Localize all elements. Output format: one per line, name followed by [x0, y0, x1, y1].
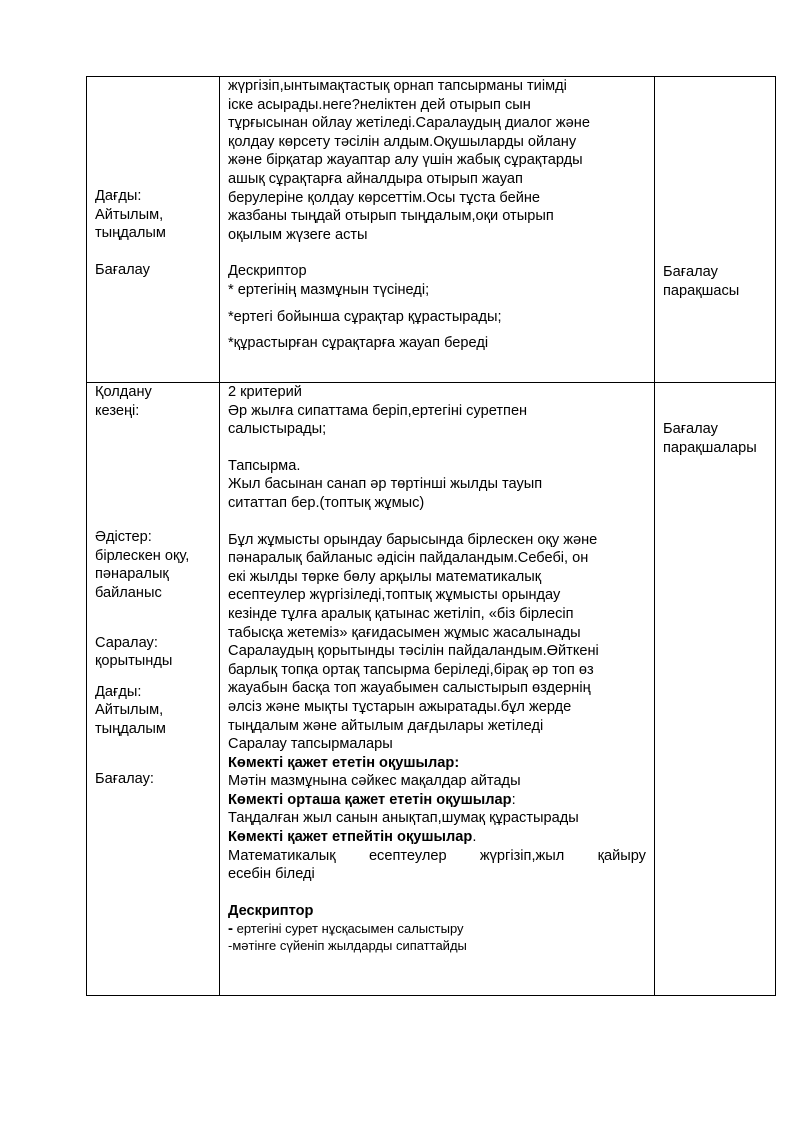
- help-medium-heading: Көмекті орташа қажет ететін оқушылар: [228, 791, 512, 808]
- differentiation-label: Саралау:: [95, 634, 158, 651]
- resource-label: Бағалау: [663, 264, 718, 280]
- text-line: қолдау көрсету тәсілін алдым.Оқушыларды ойлану: [228, 133, 577, 150]
- math-word: жүргізіп,жыл: [479, 847, 565, 864]
- skill-label: Дағды:: [95, 683, 142, 700]
- paragraph-line: Саралау тапсырмалары: [228, 736, 393, 753]
- task-text: ситаттап бер.(топтық жұмыс): [228, 494, 425, 511]
- paragraph-line: кезінде тұлға аралық қатынас жетіліп, «біз бірлесіп: [228, 605, 574, 622]
- stage-label: кезеңі:: [95, 402, 140, 419]
- paragraph-line: екі жылды төрке бөлу арқылы математикалық: [228, 568, 542, 585]
- right-cell: [655, 77, 776, 383]
- help-needed-heading: Көмекті қажет ететін оқушылар:: [228, 754, 460, 771]
- paragraph-line: барлық топқа ортақ тапсырма беріледі,бірақ әр топ өз: [228, 661, 594, 678]
- paragraph-line: табысқа жетеміз» қағидасымен жұмыс жасалынады: [228, 624, 581, 641]
- skill-value: тыңдалым: [95, 720, 166, 737]
- skill-label: Дағды:: [95, 188, 142, 204]
- skill-value: Айтылым,: [95, 702, 164, 719]
- text-line: жазбаны тыңдай отырып тыңдалым,оқи отырып: [228, 208, 554, 225]
- paragraph-line: жауабын басқа топ жауабымен салыстырып өздернің: [228, 680, 591, 697]
- assessment-label: Бағалау: [95, 261, 150, 278]
- lesson-table: [86, 76, 776, 996]
- resource-label: Бағалау: [663, 421, 718, 437]
- criterion-text: Әр жылға сипаттама беріп,ертегіні суретпен: [228, 402, 528, 419]
- help-none-heading: Көмекті қажет етпейтін оқушылар: [228, 829, 473, 846]
- criterion-text: салыстырады;: [228, 421, 327, 438]
- text-line: тұрғысынан ойлау жетіледі.Саралаудың диалог және: [228, 115, 590, 132]
- resource-label: парақшасы: [663, 282, 740, 299]
- text-line: берулеріне қолдау көрсеттім.Осы тұста бейне: [228, 189, 541, 206]
- methods-value: пәнаралық: [95, 566, 169, 583]
- resource-label: парақшалары: [663, 439, 757, 456]
- left-cell: [87, 77, 220, 383]
- math-line: [228, 847, 646, 866]
- help-medium-task: Таңдалған жыл санын анықтап,шумақ құрастырады: [228, 810, 579, 827]
- descriptor-title: Дескриптор: [228, 902, 314, 919]
- paragraph-line: есептеулер жүргізіледі,топтық жұмысты орындау: [228, 587, 561, 604]
- text-line: іске асырады.неге?неліктен дей отырып сын: [228, 96, 531, 113]
- descriptor-item: *ертегі бойынша сұрақтар құрастырады;: [228, 308, 502, 325]
- table-row: [87, 383, 776, 996]
- skill-value: Айтылым,: [95, 206, 164, 223]
- text-line: жүргізіп,ынтымақтастық орнап тапсырманы тиімді: [228, 78, 567, 94]
- paragraph-line: Саралаудың қорытынды тәсілін пайдаландым.Өйткені: [228, 643, 599, 660]
- paragraph-line: тыңдалым және айтылым дағдылары жетіледі: [228, 717, 544, 734]
- differentiation-value: қорытынды: [95, 653, 173, 670]
- descriptor-dash: -: [228, 920, 233, 938]
- math-word: қайыру: [597, 847, 646, 864]
- middle-cell: [220, 383, 655, 996]
- paragraph-line: Бұл жұмысты орындау барысында бірлескен оқу және: [228, 531, 598, 548]
- help-medium-colon: :: [511, 791, 516, 808]
- descriptor-item: * ертегінің мазмұнын түсінеді;: [228, 281, 430, 298]
- methods-label: Әдістер:: [95, 529, 152, 546]
- help-none-dot: .: [472, 829, 477, 846]
- table-row: [87, 77, 776, 383]
- paragraph-line: әлсіз және мықты тұстарын ажыратады.бұл жерде: [228, 698, 572, 715]
- descriptor-item: ертегіні сурет нұсқасымен салыстыру: [233, 921, 464, 937]
- assessment-label: Бағалау:: [95, 770, 154, 787]
- math-line-2: есебін біледі: [228, 866, 315, 883]
- left-cell: [87, 383, 220, 996]
- methods-value: бірлескен оқу,: [95, 547, 190, 564]
- descriptor-title: Дескриптор: [228, 263, 307, 280]
- descriptor-item: -мәтінге сүйеніп жылдарды сипаттайды: [228, 938, 467, 954]
- text-line: оқылым жүзеге асты: [228, 226, 368, 243]
- math-word: есептеулер: [368, 847, 447, 864]
- math-word: Математикалық: [228, 847, 336, 864]
- skill-value: тыңдалым: [95, 225, 166, 242]
- middle-cell: [220, 77, 655, 383]
- criterion-title: 2 критерий: [228, 384, 302, 400]
- text-line: ашық сұрақтарға айналдыра отырып жауап: [228, 170, 523, 187]
- task-title: Тапсырма.: [228, 457, 301, 474]
- text-line: және бірқатар жауаптар алу үшін жабық сұрақтарды: [228, 152, 583, 169]
- descriptor-item: *құрастырған сұрақтарға жауап береді: [228, 335, 489, 352]
- task-text: Жыл басынан санап әр төртінші жылды тауып: [228, 476, 543, 493]
- paragraph-line: пәнаралық байланыс әдісін пайдаландым.Себебі, он: [228, 550, 589, 567]
- help-needed-task: Мәтін мазмұнына сәйкес мақалдар айтады: [228, 773, 521, 790]
- right-cell: [655, 383, 776, 996]
- methods-value: байланыс: [95, 584, 162, 601]
- stage-label: Қолдану: [95, 384, 152, 400]
